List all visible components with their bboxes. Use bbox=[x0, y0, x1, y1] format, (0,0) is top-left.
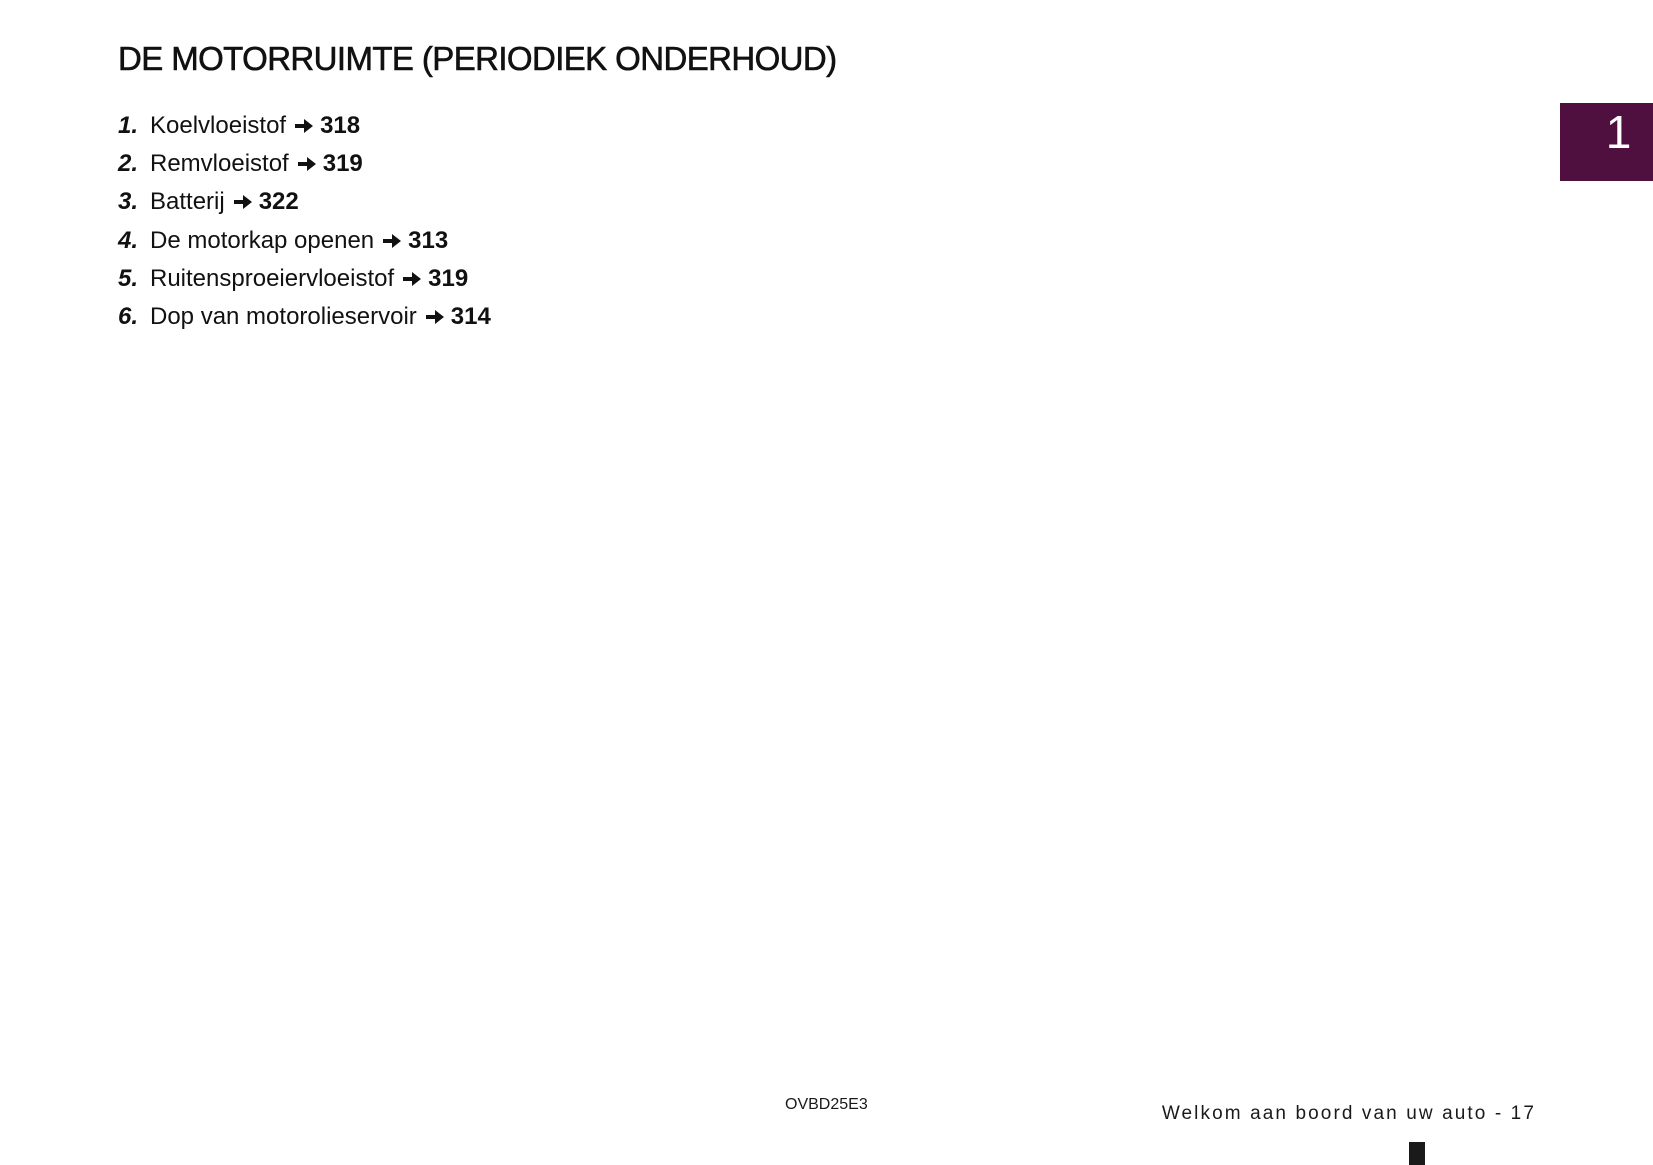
page-reference[interactable]: 314 bbox=[450, 303, 491, 331]
item-label: Dop van motorolieservoir bbox=[150, 303, 417, 331]
arrow-right-icon bbox=[294, 117, 314, 135]
document-code: OVBD25E3 bbox=[785, 1096, 868, 1113]
list-item bbox=[118, 183, 491, 221]
item-label: Remvloeistof bbox=[150, 150, 289, 178]
list-item bbox=[118, 145, 491, 183]
arrow-right-icon bbox=[297, 155, 317, 173]
item-label: De motorkap openen bbox=[150, 226, 375, 254]
arrow-right-icon bbox=[382, 232, 402, 250]
arrow-right-icon bbox=[402, 270, 422, 288]
page-reference[interactable]: 319 bbox=[428, 264, 469, 292]
item-number: 1. bbox=[118, 112, 139, 140]
item-number: 3. bbox=[118, 188, 139, 216]
item-number: 5. bbox=[118, 264, 139, 292]
item-label: Koelvloeistof bbox=[150, 112, 287, 140]
arrow-right-icon bbox=[425, 308, 445, 326]
item-number: 6. bbox=[118, 303, 139, 331]
list-item bbox=[118, 260, 491, 298]
page-reference[interactable]: 319 bbox=[322, 150, 363, 178]
chapter-tab: 1 bbox=[1560, 103, 1653, 181]
page-reference[interactable]: 322 bbox=[258, 188, 299, 216]
item-number: 2. bbox=[118, 150, 139, 178]
page-reference[interactable]: 318 bbox=[320, 112, 361, 140]
component-list bbox=[118, 107, 491, 336]
list-item bbox=[118, 222, 491, 260]
item-number: 4. bbox=[118, 226, 139, 254]
arrow-right-icon bbox=[233, 193, 253, 211]
list-item bbox=[118, 107, 491, 145]
list-item bbox=[118, 298, 491, 336]
page-title: DE MOTORRUIMTE (PERIODIEK ONDERHOUD) bbox=[118, 40, 837, 77]
page-reference[interactable]: 313 bbox=[408, 226, 449, 254]
page-footer: Welkom aan boord van uw auto - 17 bbox=[1161, 1103, 1536, 1124]
item-label: Ruitensproeiervloeistof bbox=[150, 264, 395, 292]
item-label: Batterij bbox=[150, 188, 225, 216]
page-marker bbox=[1409, 1142, 1425, 1165]
